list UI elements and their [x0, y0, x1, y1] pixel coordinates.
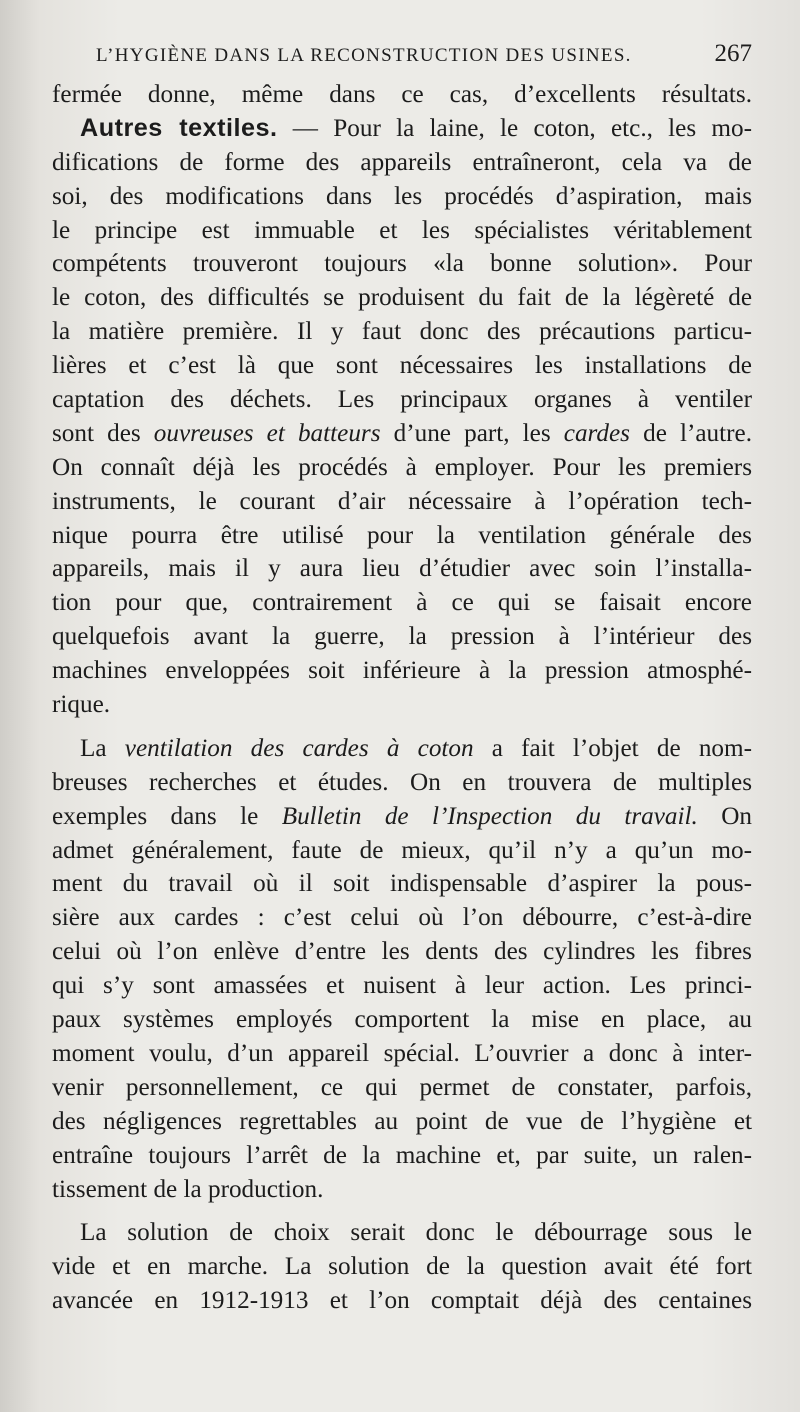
text-span: d’une part, les — [380, 419, 564, 447]
text-span: difications de forme des appareils entraîneront, cela va de — [52, 148, 752, 176]
text-span: On connaît déjà les procédés à employer. Pour les premiers — [52, 453, 752, 481]
text-span: le principe est immuable et les spécialistes véritablement — [52, 216, 752, 244]
text-span: lières et c’est là que sont nécessaires les installations de — [52, 352, 752, 380]
text-span: tissement de la production. — [52, 1175, 324, 1203]
text-span: machines enveloppées soit inférieure à la pression atmosphé- — [52, 657, 752, 685]
page-number: 267 — [714, 40, 752, 67]
text-line — [52, 1139, 752, 1173]
text-line — [52, 620, 752, 654]
text-line — [52, 935, 752, 969]
text-line — [52, 901, 752, 935]
italic-span: ventilation des cardes à coton — [124, 734, 474, 762]
text-span: la matière première. Il y faut donc des précautions particu- — [52, 318, 752, 346]
text-line — [52, 586, 752, 620]
text-span: sont des — [52, 419, 154, 447]
text-line — [52, 146, 752, 180]
running-title: L’HYGIÈNE DANS LA RECONSTRUCTION DES USINES. — [96, 45, 632, 66]
italic-span: cardes — [563, 419, 630, 447]
text-line — [52, 417, 752, 451]
text-span: On — [697, 802, 752, 830]
text-span: entraîne toujours l’arrêt de la machine et, par suite, un ralen- — [52, 1141, 752, 1169]
italic-span: ouvreuses et batteurs — [153, 419, 381, 447]
text-line — [52, 552, 752, 586]
text-line — [52, 214, 752, 248]
text-line — [52, 78, 752, 112]
text-span: tion pour que, contrairement à ce qui se faisait encore — [52, 589, 752, 617]
text-line — [52, 654, 752, 688]
text-span: soi, des modifications dans les procédés d’aspiration, mais — [52, 182, 752, 210]
section-heading: Autres textiles. — [80, 113, 278, 142]
text-line — [52, 112, 752, 146]
text-span: nique pourra être utilisé pour la ventilation générale des — [52, 521, 752, 549]
text-line — [52, 867, 752, 901]
text-line — [52, 688, 752, 722]
text-span: le coton, des difficultés se produisent du fait de la légèreté de — [52, 284, 752, 312]
text-span: sière aux cardes : c’est celui où l’on débourre, c’est-à-dire — [52, 904, 752, 932]
text-span: avancée en 1912-1913 et l’on comptait déjà des centaines — [52, 1287, 752, 1315]
text-span: La solution de choix serait donc le débourrage sous le — [80, 1219, 752, 1247]
text-line — [52, 180, 752, 214]
text-line — [52, 247, 752, 281]
text-span: des négligences regrettables au point de vue de l’hygiène et — [52, 1107, 752, 1135]
paragraph-gap — [52, 722, 752, 732]
text-span: moment voulu, d’un appareil spécial. L’ouvrier a donc à inter- — [52, 1039, 752, 1067]
text-line — [52, 281, 752, 315]
text-span: admet généralement, faute de mieux, qu’il n’y a qu’un mo- — [52, 836, 752, 864]
text-span: quelquefois avant la guerre, la pression à l’intérieur des — [52, 623, 752, 651]
body-text — [52, 78, 752, 1318]
text-line — [52, 1284, 752, 1318]
text-span: rique. — [52, 691, 111, 719]
text-line — [52, 349, 752, 383]
text-span: vide et en marche. La solution de la question avait été fort — [52, 1253, 752, 1281]
text-span: venir personnellement, ce qui permet de constater, parfois, — [52, 1073, 752, 1101]
running-header — [96, 40, 752, 68]
text-span: exemples dans le — [52, 802, 282, 830]
text-line — [52, 800, 752, 834]
text-line — [52, 1105, 752, 1139]
text-span: qui s’y sont amassées et nuisent à leur action. Les princi- — [52, 972, 752, 1000]
text-line — [52, 1173, 752, 1207]
text-line — [52, 1071, 752, 1105]
text-line — [52, 451, 752, 485]
text-line — [52, 1216, 752, 1250]
italic-span: Bulletin de l’Inspection du travail. — [281, 802, 698, 830]
text-line — [52, 1037, 752, 1071]
text-line — [52, 485, 752, 519]
text-line — [52, 383, 752, 417]
text-span: instruments, le courant d’air nécessaire à l’opération tech- — [52, 487, 752, 515]
text-span: fermée donne, même dans ce cas, d’excellents résultats. — [52, 81, 752, 108]
text-span: celui où l’on enlève d’entre les dents des cylindres les fibres — [52, 938, 752, 966]
paragraph-gap — [52, 1206, 752, 1216]
text-line — [52, 834, 752, 868]
text-line — [52, 1003, 752, 1037]
text-span: captation des déchets. Les principaux organes à ventiler — [52, 386, 752, 414]
text-span: ment du travail où il soit indispensable d’aspirer la pous- — [52, 870, 752, 898]
text-span: appareils, mais il y aura lieu d’étudier avec soin l’installa- — [52, 555, 752, 583]
text-span: paux systèmes employés comportent la mise en place, au — [52, 1006, 752, 1034]
text-line — [52, 519, 752, 553]
text-span: breuses recherches et études. On en trouvera de multiples — [52, 768, 752, 796]
text-line — [52, 1250, 752, 1284]
text-line — [52, 969, 752, 1003]
text-span: — Pour la laine, le coton, etc., les mo- — [277, 114, 752, 142]
text-span: a fait l’objet de nom- — [473, 734, 752, 762]
text-span: compétents trouveront toujours «la bonne solution». Pour — [52, 250, 752, 278]
text-line — [52, 732, 752, 766]
text-span: de l’autre. — [629, 419, 752, 447]
text-line — [52, 315, 752, 349]
text-line — [52, 766, 752, 800]
text-span: La — [80, 734, 125, 762]
